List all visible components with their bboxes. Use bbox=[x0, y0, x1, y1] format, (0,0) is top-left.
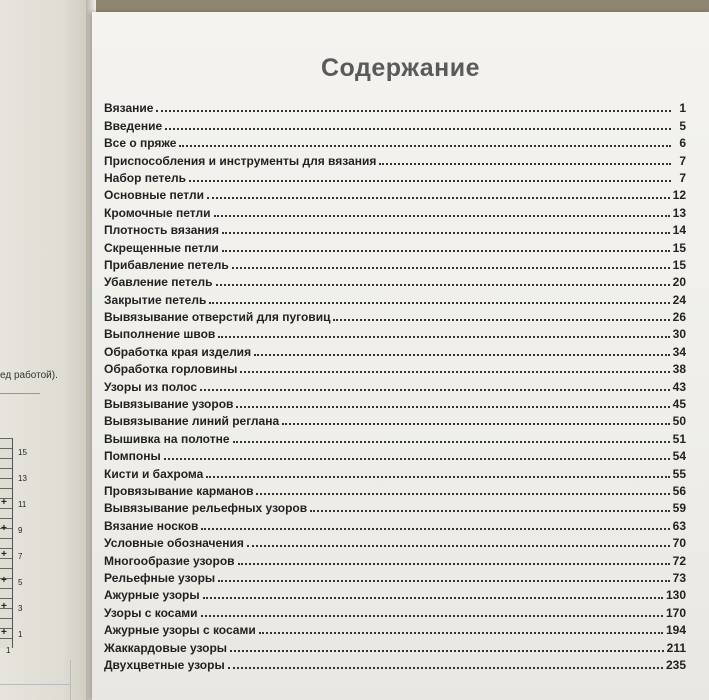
toc-entry-label: Основные петли bbox=[104, 188, 204, 203]
toc-entry-label: Ажурные узоры с косами bbox=[104, 623, 256, 638]
toc-entry-label: Вязание носков bbox=[104, 518, 199, 533]
toc-entry-page: 20 bbox=[672, 275, 686, 290]
toc-entry-label: Прибавление петель bbox=[104, 257, 229, 272]
toc-entry-page: 1 bbox=[679, 101, 686, 116]
toc-entry-label: Все о пряже bbox=[104, 136, 177, 151]
chart-row-number: 11 bbox=[18, 500, 27, 509]
toc-entry-label: Вывязывание узоров bbox=[104, 397, 234, 412]
toc-leader-dots bbox=[247, 545, 670, 547]
toc-entry bbox=[104, 150, 686, 167]
toc-leader-dots bbox=[216, 284, 670, 286]
toc-leader-dots bbox=[200, 389, 670, 391]
toc-entry-label: Кисти и бахрома bbox=[104, 466, 204, 481]
toc-entry-label: Закрытие петель bbox=[104, 292, 207, 307]
toc-entry-label: Набор петель bbox=[104, 170, 187, 185]
toc-leader-dots bbox=[214, 215, 670, 217]
toc-entry-label: Введение bbox=[104, 118, 163, 133]
toc-entry bbox=[104, 637, 686, 654]
toc-leader-dots bbox=[222, 232, 670, 234]
toc-leader-dots bbox=[206, 476, 669, 478]
toc-entry-page: 50 bbox=[672, 414, 686, 429]
chart-row-number: 13 bbox=[18, 474, 27, 483]
contents-page bbox=[92, 12, 709, 700]
toc-leader-dots bbox=[201, 528, 669, 530]
toc-leader-dots bbox=[179, 145, 671, 147]
toc-entry bbox=[104, 220, 686, 237]
toc-entry-label: Скрещенные петли bbox=[104, 240, 219, 255]
toc-entry-page: 5 bbox=[679, 118, 686, 133]
toc-entry bbox=[104, 602, 686, 619]
toc-entry-label: Многообразие узоров bbox=[104, 553, 235, 568]
toc-leader-dots bbox=[201, 615, 663, 617]
chart-column-number: 1 bbox=[6, 646, 11, 655]
toc-entry-label: Обработка края изделия bbox=[104, 344, 252, 359]
toc-leader-dots bbox=[165, 128, 671, 130]
toc-entry-page: 30 bbox=[672, 327, 686, 342]
toc-leader-dots bbox=[164, 458, 670, 460]
toc-entry-label: Рельефные узоры bbox=[104, 570, 216, 585]
toc-entry bbox=[104, 289, 686, 306]
toc-entry-label: Двухцветные узоры bbox=[104, 657, 225, 672]
toc-entry-label: Убавление петель bbox=[104, 275, 213, 290]
previous-page-vline bbox=[70, 660, 71, 700]
toc-leader-dots bbox=[282, 423, 670, 425]
toc-entry bbox=[104, 133, 686, 150]
toc-entry bbox=[104, 98, 686, 115]
toc-leader-dots bbox=[240, 371, 669, 373]
toc-entry-label: Вязание bbox=[104, 101, 154, 116]
toc-leader-dots bbox=[233, 441, 670, 443]
toc-entry-page: 55 bbox=[672, 466, 686, 481]
toc-entry-page: 12 bbox=[672, 188, 686, 203]
toc-entry bbox=[104, 498, 686, 515]
toc-leader-dots bbox=[379, 163, 671, 165]
toc-leader-dots bbox=[259, 632, 663, 634]
toc-entry bbox=[104, 359, 686, 376]
chart-plus-symbol: + bbox=[1, 523, 7, 534]
toc-entry-page: 54 bbox=[672, 449, 686, 464]
toc-entry bbox=[104, 376, 686, 393]
chart-plus-symbol: + bbox=[1, 601, 7, 612]
toc-entry-page: 15 bbox=[672, 257, 686, 272]
toc-entry bbox=[104, 428, 686, 445]
toc-entry-label: Жаккардовые узоры bbox=[104, 640, 228, 655]
toc-entry-label: Выполнение швов bbox=[104, 327, 216, 342]
toc-entry-label: Провязывание карманов bbox=[104, 483, 254, 498]
chart-row-number: 1 bbox=[18, 630, 23, 639]
toc-entry bbox=[104, 481, 686, 498]
toc-entry-page: 70 bbox=[672, 536, 686, 551]
toc-leader-dots bbox=[228, 667, 663, 669]
toc-entry-page: 7 bbox=[679, 153, 686, 168]
toc-entry-label: Вышивка на полотне bbox=[104, 431, 230, 446]
toc-entry bbox=[104, 168, 686, 185]
chart-row-number: 3 bbox=[18, 604, 23, 613]
toc-entry-label: Узоры с косами bbox=[104, 605, 198, 620]
toc-leader-dots bbox=[156, 110, 671, 112]
toc-entry bbox=[104, 202, 686, 219]
toc-entry-page: 235 bbox=[665, 657, 686, 672]
toc-leader-dots bbox=[238, 563, 670, 565]
toc-entry-page: 6 bbox=[679, 136, 686, 151]
toc-entry bbox=[104, 620, 686, 637]
toc-entry bbox=[104, 515, 686, 532]
toc-entry-page: 170 bbox=[665, 605, 686, 620]
toc-entry bbox=[104, 394, 686, 411]
toc-entry bbox=[104, 411, 686, 428]
toc-entry-page: 43 bbox=[672, 379, 686, 394]
toc-entry-label: Условные обозначения bbox=[104, 536, 244, 551]
toc-leader-dots bbox=[256, 493, 669, 495]
toc-entry-page: 51 bbox=[672, 431, 686, 446]
chart-plus-symbol: + bbox=[1, 549, 7, 560]
toc-entry-page: 7 bbox=[679, 170, 686, 185]
toc-entry-label: Ажурные узоры bbox=[104, 588, 200, 603]
toc-entry bbox=[104, 550, 686, 567]
toc-leader-dots bbox=[232, 267, 670, 269]
toc-entry-page: 24 bbox=[672, 292, 686, 307]
toc-leader-dots bbox=[203, 597, 663, 599]
toc-entry bbox=[104, 272, 686, 289]
toc-entry-page: 211 bbox=[666, 640, 686, 655]
toc-entry-page: 15 bbox=[672, 240, 686, 255]
page-title: Содержание bbox=[320, 54, 481, 82]
toc-entry-label: Плотность вязания bbox=[104, 223, 220, 238]
toc-entry-page: 130 bbox=[665, 588, 686, 603]
toc-entry bbox=[104, 255, 686, 272]
toc-entry-label: Узоры из полос bbox=[104, 379, 198, 394]
toc-entry bbox=[104, 341, 686, 358]
toc-entry-label: Вывязывание линий реглана bbox=[104, 414, 280, 429]
toc-list bbox=[104, 98, 686, 672]
toc-entry-page: 38 bbox=[672, 362, 686, 377]
toc-entry-page: 59 bbox=[672, 501, 686, 516]
toc-leader-dots bbox=[222, 250, 670, 252]
toc-entry bbox=[104, 185, 686, 202]
toc-entry bbox=[104, 585, 686, 602]
toc-leader-dots bbox=[209, 302, 669, 304]
toc-entry-label: Кромочные петли bbox=[104, 205, 211, 220]
toc-entry-page: 13 bbox=[672, 205, 686, 220]
toc-entry-page: 63 bbox=[672, 518, 686, 533]
toc-leader-dots bbox=[310, 510, 670, 512]
toc-leader-dots bbox=[207, 197, 670, 199]
toc-entry-page: 26 bbox=[672, 310, 686, 325]
toc-entry-label: Приспособления и инструменты для вязания bbox=[104, 153, 377, 168]
chart-plus-symbol: + bbox=[1, 497, 7, 508]
toc-leader-dots bbox=[230, 650, 664, 652]
toc-entry bbox=[104, 446, 686, 463]
chart-plus-symbol: + bbox=[1, 575, 7, 586]
previous-page-rule bbox=[0, 393, 40, 394]
toc-entry bbox=[104, 237, 686, 254]
toc-leader-dots bbox=[189, 180, 671, 182]
chart-row-number: 5 bbox=[18, 578, 23, 587]
toc-entry-label: Вывязывание отверстий для пуговиц bbox=[104, 310, 331, 325]
toc-entry bbox=[104, 307, 686, 324]
toc-entry-label: Вывязывание рельефных узоров bbox=[104, 501, 308, 516]
toc-entry-page: 73 bbox=[672, 570, 686, 585]
toc-leader-dots bbox=[333, 319, 669, 321]
toc-entry bbox=[104, 655, 686, 672]
toc-entry-page: 14 bbox=[672, 223, 686, 238]
toc-entry bbox=[104, 115, 686, 132]
previous-page-line bbox=[0, 684, 70, 685]
toc-leader-dots bbox=[218, 336, 669, 338]
toc-entry-page: 45 bbox=[672, 397, 686, 412]
toc-entry-page: 34 bbox=[672, 344, 686, 359]
toc-entry bbox=[104, 533, 686, 550]
toc-entry-label: Обработка горловины bbox=[104, 362, 238, 377]
toc-entry-page: 56 bbox=[672, 483, 686, 498]
chart-row-number: 15 bbox=[18, 448, 27, 457]
toc-leader-dots bbox=[218, 580, 669, 582]
previous-page bbox=[0, 0, 90, 700]
knitting-chart-fragment bbox=[0, 438, 13, 648]
chart-row-number: 9 bbox=[18, 526, 23, 535]
previous-page-caption: ед работой). bbox=[0, 370, 58, 381]
chart-row-number: 7 bbox=[18, 552, 23, 561]
toc-entry-page: 194 bbox=[665, 623, 686, 638]
toc-entry bbox=[104, 568, 686, 585]
toc-leader-dots bbox=[254, 354, 670, 356]
toc-entry-label: Помпоны bbox=[104, 449, 161, 464]
toc-entry bbox=[104, 324, 686, 341]
chart-plus-symbol: + bbox=[1, 627, 7, 638]
toc-entry-page: 72 bbox=[672, 553, 686, 568]
toc-entry bbox=[104, 463, 686, 480]
toc-leader-dots bbox=[236, 406, 669, 408]
